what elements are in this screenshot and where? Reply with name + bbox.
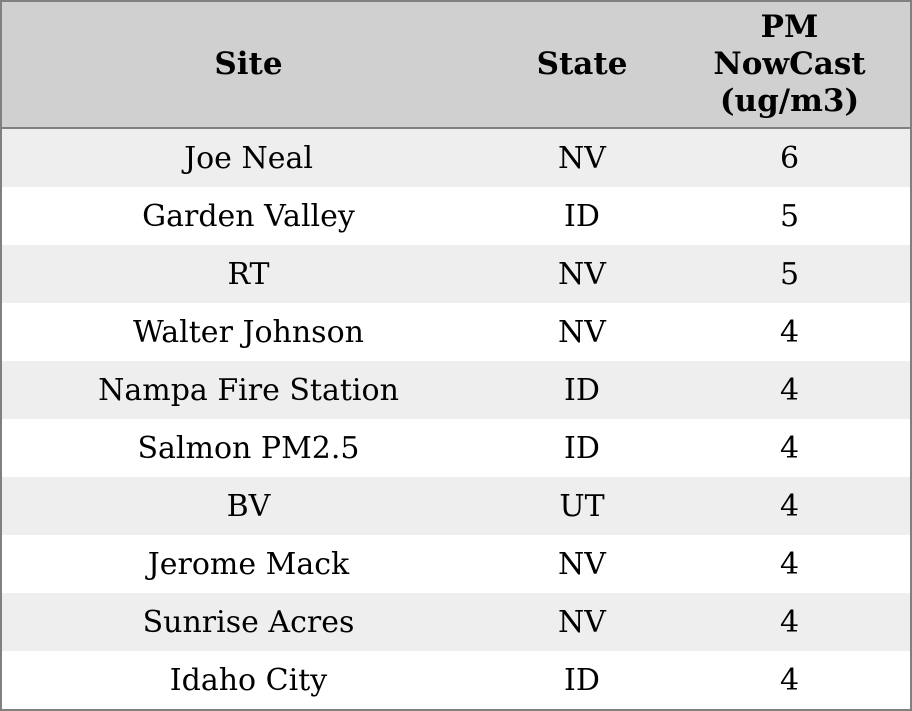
state-cell: NV bbox=[495, 593, 669, 651]
table-row bbox=[1, 419, 911, 477]
pm-value-cell: 4 bbox=[669, 651, 911, 710]
col-header-pm-nowcast bbox=[669, 1, 911, 128]
table-header bbox=[1, 1, 911, 128]
pm-header-line-2: NowCast bbox=[713, 46, 866, 83]
table-row bbox=[1, 245, 911, 303]
site-cell: Garden Valley bbox=[1, 187, 495, 245]
table-row bbox=[1, 651, 911, 710]
state-cell: ID bbox=[495, 361, 669, 419]
table-row bbox=[1, 593, 911, 651]
pm-header-line-3: (ug/m3) bbox=[719, 82, 860, 119]
pm-value-cell: 5 bbox=[669, 245, 911, 303]
site-cell: Joe Neal bbox=[1, 128, 495, 187]
pm-value-cell: 6 bbox=[669, 128, 911, 187]
state-cell: ID bbox=[495, 419, 669, 477]
table-body bbox=[1, 128, 911, 710]
state-cell: ID bbox=[495, 187, 669, 245]
table-row bbox=[1, 187, 911, 245]
state-cell: NV bbox=[495, 128, 669, 187]
site-cell: Jerome Mack bbox=[1, 535, 495, 593]
state-cell: UT bbox=[495, 477, 669, 535]
pm-value-cell: 4 bbox=[669, 477, 911, 535]
state-cell: ID bbox=[495, 651, 669, 710]
col-header-site: Site bbox=[1, 1, 495, 128]
table-row bbox=[1, 535, 911, 593]
pm-value-cell: 5 bbox=[669, 187, 911, 245]
header-row bbox=[1, 1, 911, 128]
pm-value-cell: 4 bbox=[669, 303, 911, 361]
pm-value-cell: 4 bbox=[669, 535, 911, 593]
table-row bbox=[1, 361, 911, 419]
site-cell: Salmon PM2.5 bbox=[1, 419, 495, 477]
site-cell: BV bbox=[1, 477, 495, 535]
site-cell: Idaho City bbox=[1, 651, 495, 710]
site-cell: Nampa Fire Station bbox=[1, 361, 495, 419]
pm-value-cell: 4 bbox=[669, 419, 911, 477]
table-row bbox=[1, 477, 911, 535]
pm-value-cell: 4 bbox=[669, 593, 911, 651]
state-cell: NV bbox=[495, 303, 669, 361]
site-cell: RT bbox=[1, 245, 495, 303]
state-cell: NV bbox=[495, 245, 669, 303]
state-cell: NV bbox=[495, 535, 669, 593]
pm-header-line-1: PM bbox=[760, 9, 819, 46]
site-cell: Walter Johnson bbox=[1, 303, 495, 361]
table-row bbox=[1, 303, 911, 361]
site-cell: Sunrise Acres bbox=[1, 593, 495, 651]
table-row bbox=[1, 128, 911, 187]
col-header-state: State bbox=[495, 1, 669, 128]
pm-value-cell: 4 bbox=[669, 361, 911, 419]
